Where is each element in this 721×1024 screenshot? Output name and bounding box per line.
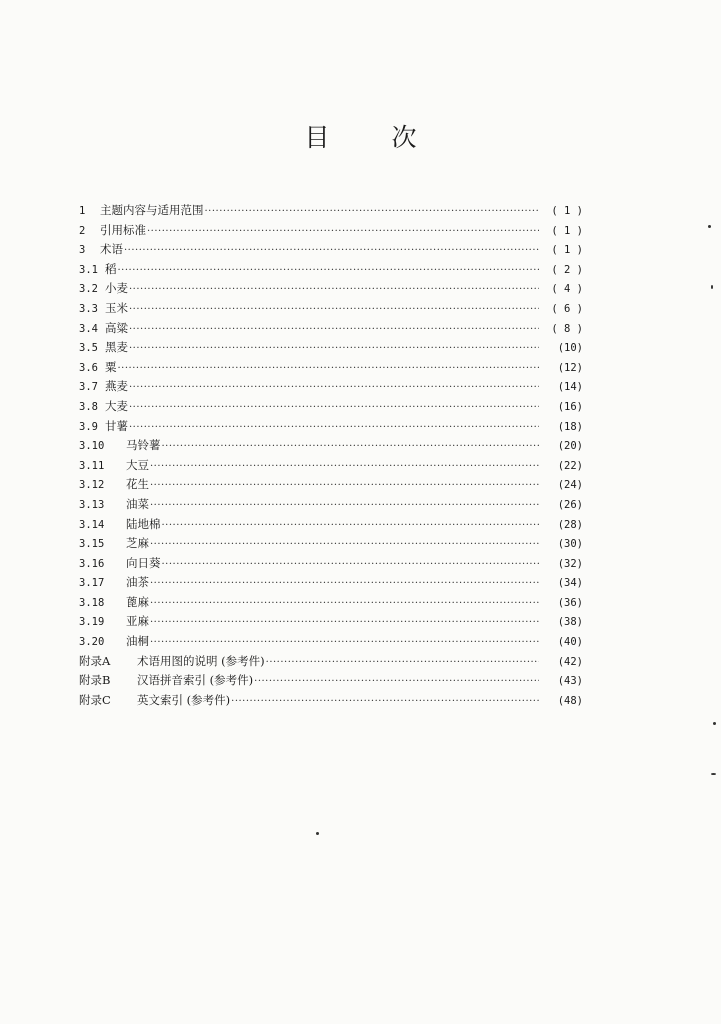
toc-entry (79, 338, 583, 358)
toc-dot-leader (150, 535, 539, 555)
toc-dot-leader (150, 594, 539, 614)
toc-entry-title: 向日葵 (126, 555, 161, 570)
toc-entry-title: 甘薯 (105, 418, 128, 433)
toc-entry-title: 油桐 (126, 634, 149, 649)
scan-speck (316, 832, 319, 835)
toc-dot-leader (150, 613, 539, 633)
toc-entry-number: 3.9 (79, 420, 98, 433)
toc-entry-page: (34) (557, 577, 583, 590)
toc-entry-title: 花生 (126, 477, 149, 492)
toc-entry (79, 456, 583, 476)
toc-entry-title: 芝麻 (126, 536, 149, 551)
toc-entry-page: (43) (557, 675, 583, 688)
toc-entry (79, 671, 583, 691)
toc-entry-number: 3.1 (79, 263, 98, 276)
toc-entry-number: 3.16 (79, 557, 105, 570)
toc-entry-page: (30) (557, 538, 583, 551)
toc-entry-title: 高粱 (105, 320, 128, 335)
toc-entry-page: (28) (557, 518, 583, 531)
toc-entry-page: (42) (557, 655, 583, 668)
toc-entry-title: 术语 (100, 242, 123, 257)
toc-entry (79, 534, 583, 554)
scan-speck (708, 225, 711, 228)
toc-entry-number: 3 (79, 244, 86, 257)
toc-entry-title: 黑麦 (105, 340, 128, 355)
toc-entry-page: (26) (557, 498, 583, 511)
toc-entry (79, 377, 583, 397)
toc-entry-number: 3.10 (79, 440, 105, 453)
toc-entry (79, 279, 583, 299)
toc-entry-title: 油茶 (126, 575, 149, 590)
toc-dot-leader (129, 280, 539, 300)
toc-dot-leader (129, 339, 539, 359)
toc-entry (79, 358, 583, 378)
toc-entry-title: 主题内容与适用范围 (100, 203, 204, 217)
toc-entry-page: (36) (557, 596, 583, 609)
title-char-1: 目 (304, 123, 330, 152)
toc-entry (79, 554, 583, 574)
toc-entry-title: 油菜 (126, 496, 149, 511)
toc-dot-leader (150, 496, 539, 516)
toc-entry-number: 3.19 (79, 616, 105, 629)
toc-entry-number: 3.7 (79, 381, 98, 394)
toc-dot-leader (150, 457, 539, 477)
toc-entry-number: 3.8 (79, 400, 98, 413)
toc-entry-page: (40) (557, 636, 583, 649)
toc-entry-title: 玉米 (105, 300, 128, 315)
toc-entry-number: 3.3 (79, 302, 98, 315)
toc-entry-title: 马铃薯 (126, 438, 161, 453)
toc-dot-leader (162, 555, 540, 575)
toc-entry-title: 蓖麻 (126, 594, 149, 609)
title-char-2: 次 (391, 123, 417, 152)
toc-entry-page: (24) (557, 479, 583, 492)
scan-speck (713, 722, 716, 725)
toc-dot-leader (162, 437, 540, 457)
toc-dot-leader (266, 653, 539, 673)
table-of-contents (79, 201, 583, 710)
toc-entry-title: 亚麻 (126, 614, 149, 629)
toc-dot-leader (129, 378, 539, 398)
toc-entry-page: (32) (557, 557, 583, 570)
toc-entry-page: ( 8 ) (551, 322, 583, 335)
toc-entry-number: 1 (79, 205, 86, 217)
toc-dot-leader (150, 574, 539, 594)
toc-entry (79, 515, 583, 535)
toc-entry-title: 引用标准 (100, 222, 146, 237)
toc-dot-leader (129, 398, 539, 418)
toc-dot-leader (118, 261, 540, 281)
toc-entry-title: 粟 (105, 359, 117, 374)
toc-entry-number: 3.17 (79, 577, 105, 590)
toc-entry-number: 附录B (79, 673, 111, 688)
toc-dot-leader (147, 222, 539, 242)
toc-entry-title: 大麦 (105, 398, 128, 413)
toc-entry (79, 221, 583, 241)
toc-dot-leader (124, 241, 539, 261)
toc-entry-title: 术语用图的说明 (参考件) (137, 653, 265, 668)
toc-entry (79, 652, 583, 672)
toc-dot-leader (129, 418, 539, 438)
toc-entry (79, 612, 583, 632)
toc-entry-number: 3.15 (79, 538, 105, 551)
toc-dot-leader (254, 672, 539, 692)
toc-entry-page: ( 4 ) (551, 283, 583, 296)
toc-entry-page: ( 1 ) (551, 244, 583, 257)
toc-entry-title: 大豆 (126, 457, 149, 472)
page-title (0, 118, 721, 154)
toc-entry-page: (12) (557, 361, 583, 374)
toc-entry-page: ( 1 ) (551, 224, 583, 237)
toc-entry-page: (18) (557, 420, 583, 433)
toc-entry (79, 240, 583, 260)
toc-entry (79, 417, 583, 437)
toc-entry-title: 陆地棉 (126, 516, 161, 531)
toc-entry (79, 319, 583, 339)
toc-entry (79, 593, 583, 613)
toc-entry-page: (20) (557, 440, 583, 453)
toc-entry-number: 3.18 (79, 596, 105, 609)
toc-entry (79, 201, 583, 221)
toc-entry-number: 3.13 (79, 498, 105, 511)
toc-entry-title: 稻 (105, 261, 117, 276)
toc-entry-page: (14) (557, 381, 583, 394)
toc-entry (79, 691, 583, 711)
toc-entry-number: 附录C (79, 692, 111, 707)
toc-entry (79, 573, 583, 593)
toc-entry-page: (16) (557, 400, 583, 413)
toc-entry-page: (10) (557, 342, 583, 355)
toc-entry-page: ( 2 ) (551, 263, 583, 276)
toc-entry-number: 3.6 (79, 361, 98, 374)
toc-entry-page: (48) (557, 694, 583, 707)
toc-dot-leader (162, 516, 540, 536)
toc-dot-leader (150, 633, 539, 653)
toc-dot-leader (205, 202, 540, 222)
toc-dot-leader (118, 359, 540, 379)
toc-entry (79, 495, 583, 515)
scan-speck (711, 773, 716, 775)
toc-entry (79, 436, 583, 456)
toc-entry-number: 3.4 (79, 322, 98, 335)
toc-entry-page: (22) (557, 459, 583, 472)
toc-entry (79, 632, 583, 652)
toc-entry (79, 260, 583, 280)
toc-entry-number: 3.20 (79, 636, 105, 649)
toc-entry-number: 3.14 (79, 518, 105, 531)
toc-entry (79, 475, 583, 495)
toc-entry-page: ( 1 ) (551, 205, 583, 217)
toc-entry-number: 附录A (79, 653, 111, 668)
toc-entry-title: 英文索引 (参考件) (137, 692, 231, 707)
toc-entry-title: 燕麦 (105, 379, 128, 394)
toc-entry-title: 小麦 (105, 281, 128, 296)
toc-entry-page: ( 6 ) (551, 302, 583, 315)
toc-entry-number: 3.5 (79, 342, 98, 355)
toc-entry-title: 汉语拼音索引 (参考件) (137, 673, 254, 688)
toc-dot-leader (150, 476, 539, 496)
toc-entry-page: (38) (557, 616, 583, 629)
toc-dot-leader (231, 692, 539, 712)
toc-dot-leader (129, 300, 539, 320)
toc-entry-number: 3.2 (79, 283, 98, 296)
scan-speck (711, 285, 713, 289)
toc-entry (79, 397, 583, 417)
toc-entry-number: 2 (79, 224, 86, 237)
toc-entry (79, 299, 583, 319)
toc-dot-leader (129, 320, 539, 340)
toc-entry-number: 3.12 (79, 479, 105, 492)
toc-entry-number: 3.11 (79, 459, 105, 472)
